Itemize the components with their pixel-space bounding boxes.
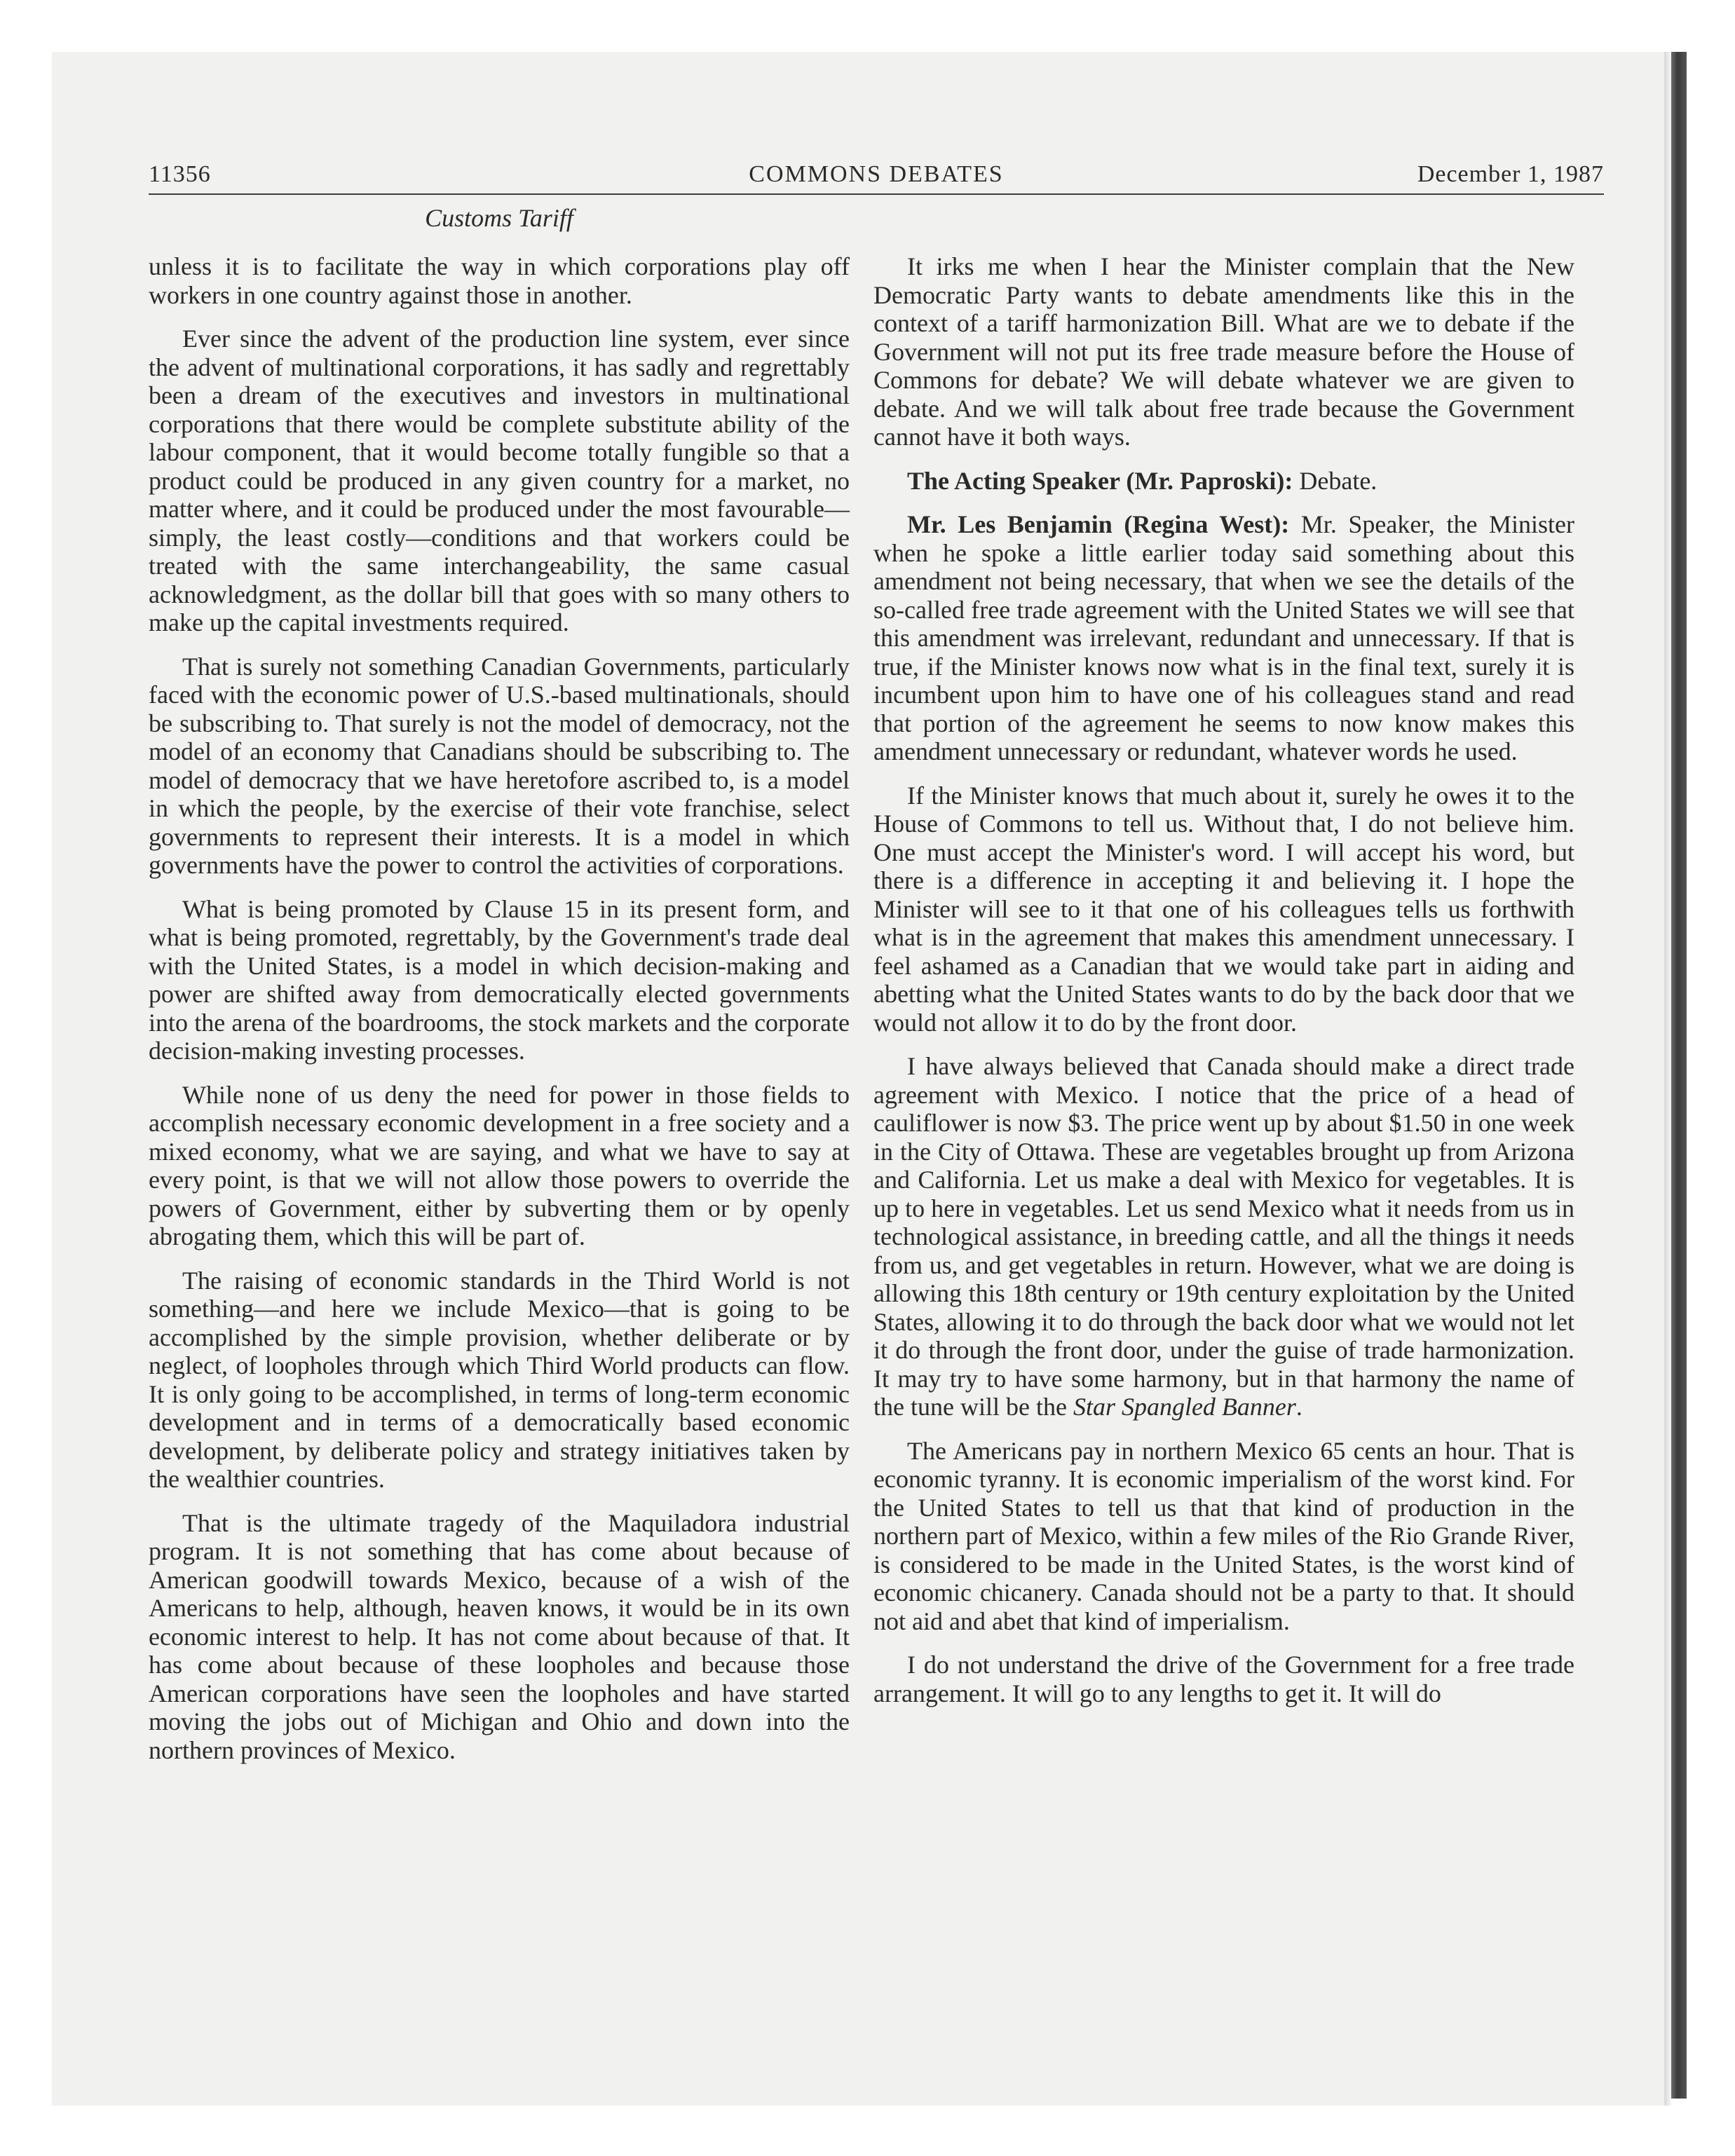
speech-text: .	[1295, 1393, 1302, 1421]
paragraph: That is the ultimate tragedy of the Maquiladora industrial program. It is not something that has come about because of American goodwill towards Mexico, because of a wish of the Americans to help, although, heaven knows, it would be in its own economic interest to help. It has not come about because of that. It has come about because of these loopholes and because those American corporations have seen the loopholes and have started moving the jobs out of Michigan and Ohio and down into the northern provinces of Mexico.	[149, 1508, 850, 1764]
publication-date: December 1, 1987	[1417, 161, 1604, 187]
paragraph: That is surely not something Canadian Governments, particularly faced with the economic power of U.S.-based multinationals, should be subscribing to. That surely is not the model of democracy, not the model of an economy that Canadians should be subscribing to. The model of democracy that we have heretofore ascribed to, is a model in which the people, by the exercise of their vote franchise, select governments to represent their interests. It is a model in which governments have the power to control the activities of corporations.	[149, 652, 850, 879]
paragraph: I do not understand the drive of the Government for a free trade arrangement. It will go to any lengths to get it. It will do	[873, 1651, 1574, 1707]
paragraph: Ever since the advent of the production line system, ever since the advent of multinational corporations, it has sadly and regrettably been a dream of the executives and investors in multinational corporations that there would be complete substitute ability of the labour component, that it would become totally fungible so that a product could be produced in any given country for a market, no matter where, and it could be produced under the most favourable—simply, the least costly—conditions and that workers could be treated with the same interchangeability, the same casual acknowledgment, as the dollar bill that goes with so many others to make up the capital investments required.	[149, 325, 850, 636]
speaker-paragraph	[873, 467, 1574, 496]
page-header	[149, 160, 1604, 195]
paragraph: While none of us deny the need for power in those fields to accomplish necessary economic development in a free society and a mixed economy, what we are saying, and what we have to say at every point, is that we will not allow those powers to override the powers of Government, either by subverting them or by openly abrogating them, which this will be part of.	[149, 1080, 850, 1250]
right-column	[873, 252, 1574, 1723]
paragraph: It irks me when I hear the Minister complain that the New Democratic Party wants to debate amendments like this in the context of a tariff harmonization Bill. What are we to debate if the Government will not put its free trade measure before the House of Commons for debate? We will debate whatever we are given to debate. And we will talk about free trade because the Government cannot have it both ways.	[873, 252, 1574, 451]
paragraph: If the Minister knows that much about it, surely he owes it to the House of Commons to tell us. Without that, I do not believe him. One must accept the Minister's word. I will accept his word, but there is a difference in accepting it and believing it. I hope the Minister will see to it that one of his colleagues tells us forthwith what is in the agreement that makes this amendment unnecessary. I feel ashamed as a Canadian that we would take part in aiding and abetting what the United States wants to do by the back door that we would not allow it to do by the front door.	[873, 781, 1574, 1037]
paragraph: unless it is to facilitate the way in which corporations play off workers in one country against those in another.	[149, 252, 850, 309]
left-column	[149, 252, 850, 1780]
paragraph: The raising of economic standards in the Third World is not something—and here we include Mexico—that is going to be accomplished by the simple provision, whether deliberate or by neglect, of loopholes through which Third World products can flow. It is only going to be accomplished, in terms of long-term economic development and in terms of a democratically based economic development, by deliberate policy and strategy initiatives taken by the wealthier countries.	[149, 1266, 850, 1493]
speech-text: I have always believed that Canada should make a direct trade agreement with Mexico. I notice that the price of a head of cauliflower is now $3. The price went up by about $1.50 in one week in the City of Ottawa. These are vegetables brought up from Arizona and California. Let us make a deal with Mexico for vegetables. It is up to here in vegetables. Let us send Mexico what it needs from us in technological assistance, in breeding cattle, and all the things it needs from us, and get vegetables in return. However, what we are doing is allowing this 18th century or 19th century exploitation by the United States, allowing it to do through the back door what we would not let it do through the front door, under the guise of trade harmonization. It may try to have some harmony, but in that harmony the name of the tune will be the	[873, 1052, 1574, 1421]
page-number: 11356	[149, 161, 211, 187]
paragraph: What is being promoted by Clause 15 in its present form, and what is being promoted, regrettably, by the Government's trade deal with the United States, is a model in which decision-making and power are shifted away from democratically elected governments into the arena of the boardrooms, the stock markets and the corporate decision-making investing processes.	[149, 894, 850, 1065]
speech-text: Mr. Speaker, the Minister when he spoke a little earlier today said something about this amendment not being necessary, that when we see the details of the so-called free trade agreement with the United States we will see that this amendment was irrelevant, redundant and unnecessary. If that is true, if the Minister knows now what is in the final text, surely it is incumbent upon him to have one of his colleagues stand and read that portion of the agreement he seems to now know makes this amendment unnecessary or redundant, whatever words he used.	[873, 510, 1574, 765]
binding-strip	[1671, 52, 1687, 2099]
song-title: Star Spangled Banner	[1073, 1393, 1296, 1421]
speech-text: Debate.	[1293, 466, 1377, 495]
paragraph	[873, 1052, 1574, 1421]
page-edge-shadow	[1664, 52, 1671, 2106]
paragraph: The Americans pay in northern Mexico 65 cents an hour. That is economic tyranny. It is economic imperialism of the worst kind. For the United States to tell us that that kind of production in the northern part of Mexico, within a few miles of the Rio Grande River, is considered to be made in the United States, is the worst kind of economic chicanery. Canada should not be a party to that. It should not aid and abet that kind of imperialism.	[873, 1436, 1574, 1635]
speaker-name: The Acting Speaker (Mr. Paproski):	[907, 466, 1293, 495]
subject-heading: Customs Tariff	[425, 204, 573, 232]
speaker-name: Mr. Les Benjamin (Regina West):	[907, 510, 1290, 538]
speaker-paragraph	[873, 510, 1574, 766]
publication-title: COMMONS DEBATES	[749, 161, 1004, 187]
